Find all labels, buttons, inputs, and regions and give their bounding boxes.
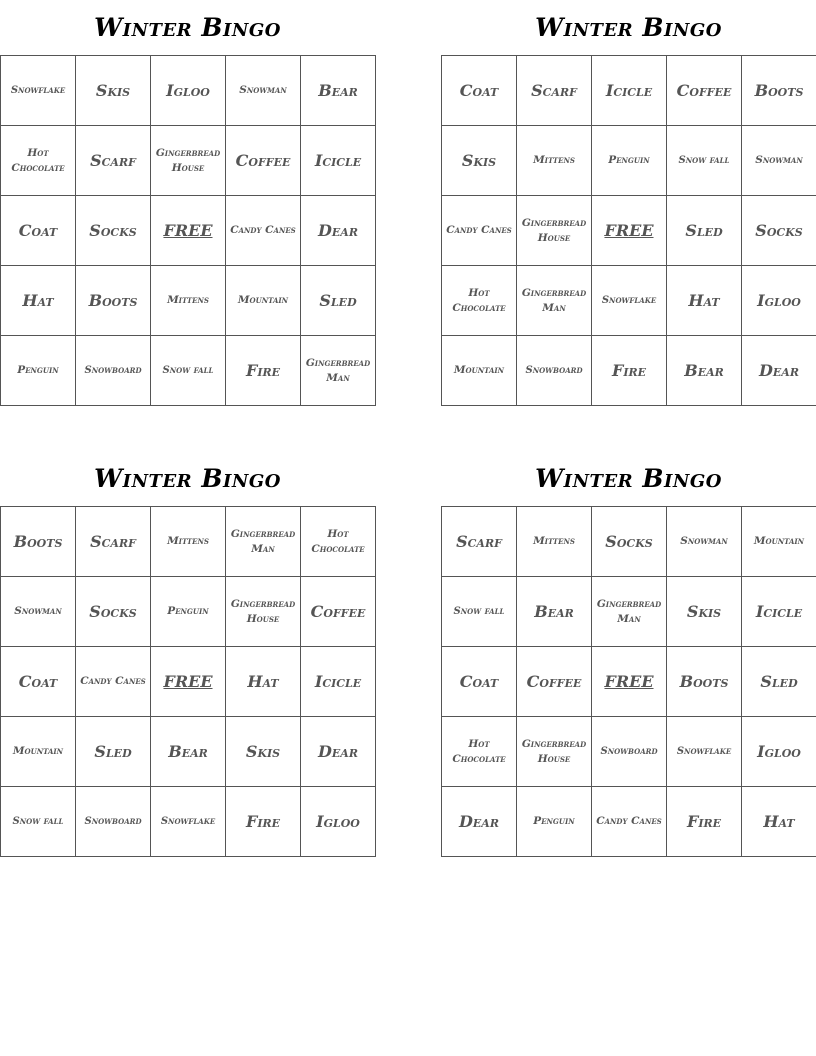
bingo-row [442,647,816,717]
bingo-card [441,0,816,406]
bingo-cell: Socks [742,196,816,266]
bingo-cell: Snowboard [76,336,151,406]
bingo-row [1,56,376,126]
bingo-cell: Scarf [517,56,592,126]
bingo-cell: Snowboard [517,336,592,406]
bingo-row [1,787,376,857]
bingo-grid [0,506,376,857]
bingo-cell: Gingerbread House [517,717,592,787]
bingo-cell: Icicle [742,577,816,647]
bingo-row [1,336,376,406]
bingo-cell: Candy Canes [226,196,301,266]
bingo-cell: Dear [301,196,376,266]
bingo-cell: Sled [667,196,742,266]
bingo-cell: Snowman [667,507,742,577]
bingo-cell: Gingerbread Man [301,336,376,406]
free-space: FREE [151,196,226,266]
bingo-row [1,196,376,266]
bingo-cell: Icicle [301,647,376,717]
bingo-cell: Snowboard [76,787,151,857]
bingo-cell: Penguin [1,336,76,406]
bingo-cell: Hot Chocolate [1,126,76,196]
bingo-cell: Snowman [226,56,301,126]
bingo-cell: Penguin [592,126,667,196]
bingo-cell: Scarf [76,507,151,577]
bingo-cell: Coat [1,196,76,266]
bingo-cell: Hot Chocolate [301,507,376,577]
bingo-cell: Coffee [226,126,301,196]
bingo-cell: Igloo [301,787,376,857]
bingo-cell: Skis [226,717,301,787]
bingo-cell: Gingerbread House [226,577,301,647]
bingo-cell: Snowflake [1,56,76,126]
bingo-cell: Sled [76,717,151,787]
bingo-card [441,451,816,857]
bingo-cell: Snowflake [592,266,667,336]
bingo-cell: Sled [301,266,376,336]
bingo-row [442,126,816,196]
bingo-cell: Igloo [742,717,816,787]
bingo-cell: Icicle [301,126,376,196]
bingo-row [1,126,376,196]
bingo-cell: Coffee [667,56,742,126]
bingo-cell: Dear [301,717,376,787]
bingo-cell: Snowflake [667,717,742,787]
bingo-row [442,787,816,857]
bingo-cell: Hat [667,266,742,336]
bingo-cell: Gingerbread Man [226,507,301,577]
bingo-cell: Coffee [517,647,592,717]
bingo-row [442,577,816,647]
bingo-grid [441,506,816,857]
bingo-cell: Igloo [151,56,226,126]
bingo-cell: Scarf [442,507,517,577]
bingo-cell: Skis [76,56,151,126]
bingo-cell: Socks [76,196,151,266]
bingo-cell: Coat [1,647,76,717]
bingo-cell: Hat [1,266,76,336]
bingo-cell: Hat [742,787,816,857]
bingo-row [442,336,816,406]
bingo-cell: Penguin [151,577,226,647]
bingo-cell: Coat [442,56,517,126]
bingo-cell: Mountain [442,336,517,406]
bingo-cell: Hot Chocolate [442,266,517,336]
bingo-cell: Scarf [76,126,151,196]
bingo-cell: Mountain [1,717,76,787]
bingo-cell: Socks [76,577,151,647]
bingo-cell: Fire [592,336,667,406]
bingo-cell: Sled [742,647,816,717]
bingo-cell: Gingerbread Man [592,577,667,647]
bingo-cell: Gingerbread House [151,126,226,196]
bingo-cell: Snow fall [667,126,742,196]
bingo-card [0,0,375,406]
bingo-cell: Bear [301,56,376,126]
card-title: Winter Bingo [535,464,722,493]
bingo-cell: Coat [442,647,517,717]
bingo-cell: Boots [667,647,742,717]
card-title: Winter Bingo [535,13,722,42]
bingo-cell: Fire [226,336,301,406]
bingo-cell: Dear [442,787,517,857]
bingo-cell: Fire [667,787,742,857]
bingo-cell: Candy Canes [76,647,151,717]
bingo-grid [441,55,816,406]
bingo-cell: Icicle [592,56,667,126]
bingo-cell: Snowflake [151,787,226,857]
bingo-cell: Snowman [1,577,76,647]
bingo-row [442,266,816,336]
free-space: FREE [151,647,226,717]
bingo-cell: Mountain [226,266,301,336]
bingo-card [0,451,375,857]
bingo-cell: Candy Canes [442,196,517,266]
bingo-cell: Coffee [301,577,376,647]
card-title: Winter Bingo [94,13,281,42]
bingo-cell: Skis [442,126,517,196]
bingo-cell: Hot Chocolate [442,717,517,787]
bingo-cell: Boots [1,507,76,577]
bingo-cell: Bear [517,577,592,647]
bingo-cell: Boots [742,56,816,126]
bingo-cell: Snow fall [151,336,226,406]
bingo-cell: Mittens [517,126,592,196]
bingo-row [1,717,376,787]
bingo-row [442,196,816,266]
free-space: FREE [592,647,667,717]
bingo-cell: Snowboard [592,717,667,787]
bingo-row [1,266,376,336]
bingo-cell: Mittens [151,266,226,336]
bingo-grid [0,55,376,406]
card-title: Winter Bingo [94,464,281,493]
bingo-cell: Mountain [742,507,816,577]
bingo-cell: Igloo [742,266,816,336]
bingo-cell: Snow fall [442,577,517,647]
free-space: FREE [592,196,667,266]
bingo-cell: Socks [592,507,667,577]
bingo-cell: Dear [742,336,816,406]
bingo-cell: Bear [667,336,742,406]
bingo-cell: Boots [76,266,151,336]
bingo-row [1,507,376,577]
bingo-cell: Fire [226,787,301,857]
bingo-row [1,577,376,647]
bingo-row [442,717,816,787]
bingo-cell: Gingerbread House [517,196,592,266]
bingo-row [442,56,816,126]
bingo-cell: Skis [667,577,742,647]
bingo-cell: Hat [226,647,301,717]
bingo-cell: Mittens [517,507,592,577]
bingo-cell: Candy Canes [592,787,667,857]
bingo-cell: Penguin [517,787,592,857]
bingo-cell: Mittens [151,507,226,577]
bingo-row [1,647,376,717]
bingo-cell: Gingerbread Man [517,266,592,336]
bingo-row [442,507,816,577]
bingo-cell: Snowman [742,126,816,196]
bingo-cell: Bear [151,717,226,787]
bingo-cell: Snow fall [1,787,76,857]
